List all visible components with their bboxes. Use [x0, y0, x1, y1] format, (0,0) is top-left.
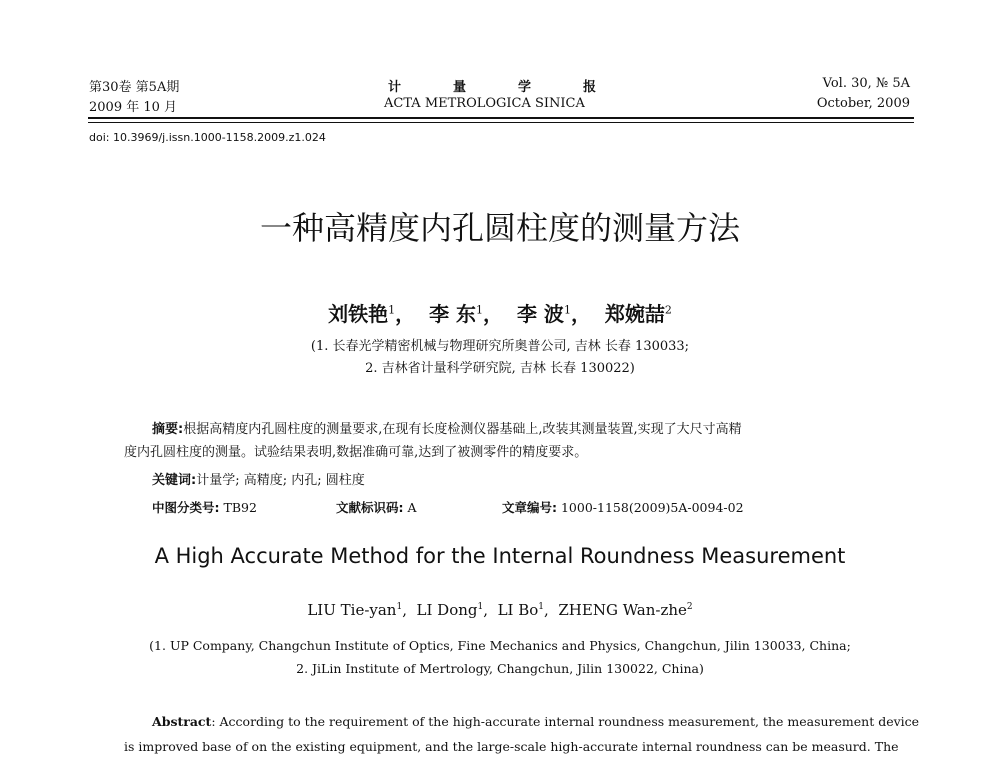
author-list-en: [0, 601, 1000, 619]
date-cn: 2009 年 10 月: [89, 100, 178, 115]
header-rule-thin: [88, 122, 914, 123]
article-number: 文章编号: 1000-1158(2009)5A-0094-02: [502, 500, 744, 515]
keywords-label: 关键词:: [152, 473, 197, 488]
author-list-cn: [0, 298, 1000, 327]
abstract-en-label: Abstract: [152, 714, 212, 729]
header-rule-thick: [88, 117, 914, 119]
keywords-cn: 关键词:计量学; 高精度; 内孔; 圆柱度: [152, 473, 365, 488]
affiliation-en-2: 2. JiLin Institute of Mertrology, Changchun, Jilin 130022, China): [296, 661, 704, 676]
date-en: October, 2009: [816, 96, 910, 111]
author-en: LIU Tie-yan$^1$,: [307, 601, 407, 619]
author-cn: 李 波$^1$，: [516, 302, 591, 326]
abstract-cn-line-1: 摘要:根据高精度内孔圆柱度的测量要求,在现有长度检测仪器基础上,改装其测量装置,实现了大尺寸高精: [152, 422, 742, 437]
volume-issue-en: Vol. 30, № 5A: [822, 76, 910, 91]
document-code: 文献标识码: A: [336, 500, 417, 515]
volume-issue-cn: 第30卷 第5A期: [89, 80, 180, 95]
paper-title-en: A High Accurate Method for the Internal Roundness Measurement: [154, 544, 846, 568]
abstract-en-line-1: Abstract: According to the requirement of the high-accurate internal roundness measurement, the measurement device: [152, 714, 920, 729]
paper-title-cn: 一种高精度内孔圆柱度的测量方法: [259, 209, 740, 247]
journal-name-cn: 计 量 学 报: [388, 80, 596, 95]
classification-number: 中图分类号: TB92: [152, 500, 257, 515]
affiliation-cn-2: 2. 吉林省计量科学研究院, 吉林 长春 130022): [365, 361, 635, 376]
affiliation-cn-1: (1. 长春光学精密机械与物理研究所奥普公司, 吉林 长春 130033;: [310, 339, 690, 354]
author-en: LI Bo$^1$,: [497, 601, 549, 619]
doi[interactable]: doi: 10.3969/j.issn.1000-1158.2009.z1.024: [89, 131, 326, 144]
affiliation-en-1: (1. UP Company, Changchun Institute of Optics, Fine Mechanics and Physics, Changchun, Jilin 130033, China;: [149, 638, 851, 653]
author-cn: 郑婉喆$^2$: [604, 302, 672, 326]
abstract-cn-label: 摘要:: [152, 422, 184, 437]
author-cn: 刘铁艳$^1$，: [328, 302, 416, 326]
journal-name-en: ACTA METROLOGICA SINICA: [384, 96, 585, 111]
abstract-cn-line-2: 度内孔圆柱度的测量。试验结果表明,数据准确可靠,达到了被测零件的精度要求。: [124, 445, 588, 460]
author-en: LI Dong$^1$,: [416, 601, 489, 619]
author-cn: 李 东$^1$，: [429, 302, 504, 326]
abstract-en-line-2: is improved base of on the existing equipment, and the large-scale high-accurate internal roundness can be measurd. The: [124, 739, 899, 754]
author-en: ZHENG Wan-zhe$^2$: [558, 601, 693, 619]
